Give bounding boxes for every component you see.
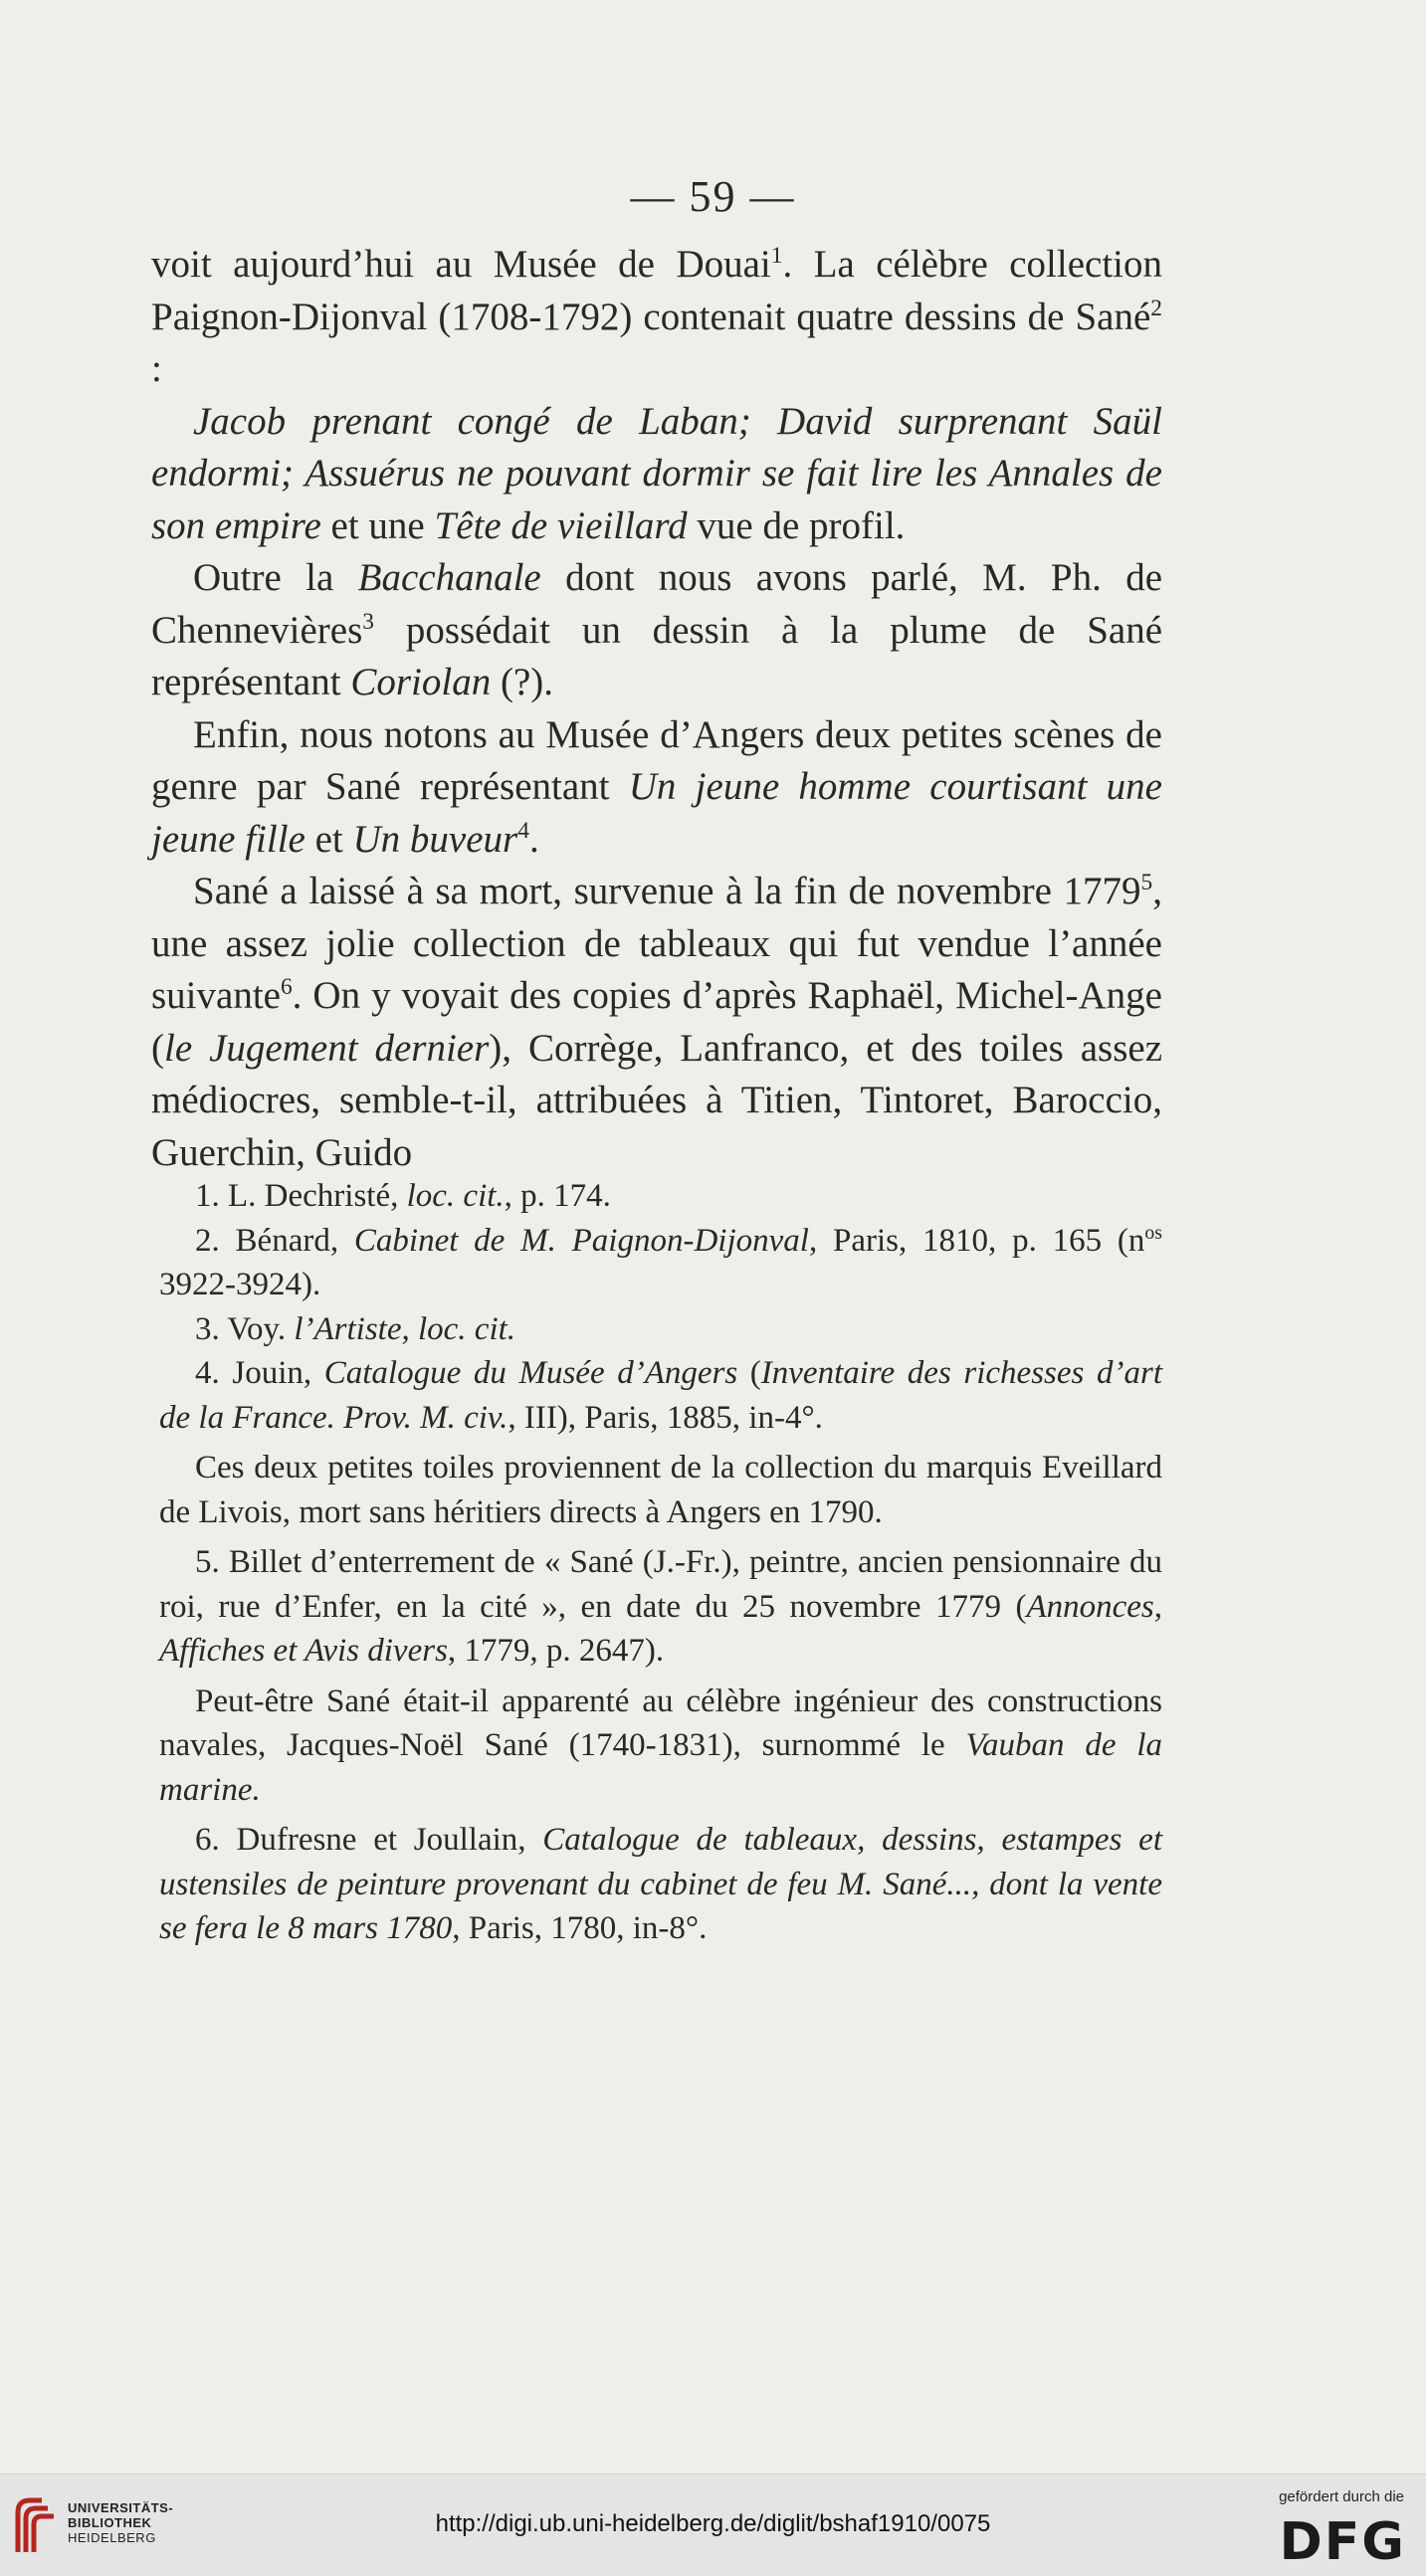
footnote-ref[interactable]: 5 [1140, 870, 1153, 895]
text-run: 6. Dufresne et Joullain, [195, 1822, 543, 1858]
italic-title: Vauban de la marine. [159, 1727, 1162, 1808]
main-text [151, 239, 1162, 1179]
text-run: Sané a laissé à sa mort, survenue à la fin de novembre 1779 [193, 870, 1141, 912]
italic-title: loc. cit. [406, 1178, 505, 1214]
text-run: 4. Jouin, [195, 1355, 324, 1391]
text-run: (?). [491, 661, 553, 703]
italic-title: Catalogue de tableaux, dessins, estampes et ustensiles de peinture provenant du cabinet de feu M. Sané..., dont la vente se fera le 8 mars 1780 [159, 1822, 1162, 1946]
paragraph-1 [151, 239, 1162, 396]
text-run: 3922-3924). [159, 1267, 321, 1302]
text-run: Outre la [193, 556, 358, 599]
text-run: . On y voyait des copies d’après Raphaël, Michel-Ange ( [151, 974, 1162, 1070]
text-run: et [305, 817, 353, 861]
text-run: Enfin, nous notons au Musée d’Angers deux petites scènes de genre par Sané représentant [151, 712, 1162, 808]
superscript: os [1144, 1221, 1162, 1244]
italic-title: Inventaire des richesses d’art de la France. Prov. M. civ. [159, 1355, 1162, 1436]
italic-title: le Jugement dernier [164, 1026, 490, 1070]
text-run: : [151, 347, 162, 390]
logo-line: HEIDELBERG [68, 2530, 156, 2545]
logo-line: UNIVERSITÄTS- [68, 2500, 174, 2515]
text-run: ( [737, 1355, 761, 1391]
paragraph-4 [151, 709, 1162, 867]
text-run: , p. 174. [504, 1178, 611, 1214]
italic-title: Annonces, Affiches et Avis divers [159, 1588, 1162, 1669]
footnote-2 [159, 1219, 1162, 1307]
text-run: . La célèbre collection Paignon-Dijonval (1708-1792) contenait quatre dessins de Sané [151, 243, 1163, 338]
text-run: vue de profil. [687, 503, 906, 547]
text-run: , III), Paris, 1885, in-4°. [508, 1399, 823, 1436]
viewer-footer-bar [0, 2474, 1426, 2576]
footnote-5 [159, 1540, 1162, 1674]
text-run: possédait un dessin à la plume de Sané représentant [151, 608, 1162, 703]
italic-title: Cabinet de M. Paignon-Dijonval [353, 1222, 809, 1259]
footnote-6 [159, 1818, 1162, 1951]
italic-title: Un jeune homme courtisant une jeune fille [151, 765, 1162, 861]
text-run: et une [320, 503, 435, 547]
italic-title: l’Artiste, loc. cit. [294, 1310, 516, 1347]
footnote-ref[interactable]: 1 [770, 243, 783, 269]
text-run: voit aujourd’hui au Musée de Douai [151, 243, 771, 286]
footnote-ref[interactable]: 4 [517, 817, 529, 844]
italic-title: Coriolan [350, 661, 492, 703]
footnote-4-note: Ces deux petites toiles proviennent de la collection du marquis Eveillard de Livois, mort sans héritiers directs à Angers en 1790. [159, 1450, 1162, 1530]
footnote-5-note [159, 1680, 1162, 1813]
text-run: 2. Bénard, [195, 1222, 354, 1259]
dfg-logo[interactable]: DFG [1279, 2512, 1406, 2572]
page-number: — 59 — [630, 172, 796, 221]
text-run: , 1779, p. 2647). [447, 1633, 665, 1669]
text-run: 1. L. Dechristé, [195, 1178, 407, 1214]
text-run: dont nous avons parlé, M. Ph. de Chennevières [151, 556, 1162, 652]
footnote-3 [159, 1307, 1162, 1352]
italic-title: Tête de vieillard [434, 503, 688, 547]
paragraph-3 [151, 552, 1162, 709]
text-run: . [528, 817, 539, 861]
paragraph-5 [151, 866, 1162, 1179]
italic-title: Un buveur [352, 817, 518, 861]
footnote-ref[interactable]: 3 [362, 608, 374, 635]
text-run: , Paris, 1780, in-8°. [452, 1910, 708, 1946]
footnotes [159, 1174, 1162, 1951]
italic-title: Jacob prenant congé de Laban; David surprenant Saül endormi; Assuérus ne pouvant dormir se fait lire les Annales de son empire [151, 399, 1162, 547]
italic-title: Bacchanale [357, 556, 541, 599]
footnote-ref[interactable]: 2 [1150, 295, 1162, 321]
footnote-1 [159, 1174, 1162, 1219]
text-run: Peut-être Sané était-il apparenté au célèbre ingénieur des constructions navales, Jacques-Noël Sané (1740-1831), surnommé le [159, 1683, 1162, 1763]
footnote-ref[interactable]: 6 [280, 974, 293, 1000]
text-run: 5. Billet d’enterrement de « Sané (J.-Fr.), peintre, ancien pensionnaire du roi, rue d’Enfer, en la cité », en date du 25 novembre 1779 ( [159, 1544, 1162, 1625]
text-run: , Paris, 1810, p. 165 (n [808, 1222, 1145, 1259]
paragraph-2 [151, 396, 1162, 553]
footnote-4 [159, 1351, 1162, 1440]
italic-title: Catalogue du Musée d’Angers [323, 1355, 738, 1391]
text-run: , une assez jolie collection de tableaux qui fut vendue l’année suivante [151, 870, 1162, 1017]
sponsor-caption: gefördert durch die [1279, 2488, 1404, 2505]
logo-line: BIBLIOTHEK [68, 2515, 152, 2530]
text-run: ), Corrège, Lanfranco, et des toiles assez médiocres, semble-t-il, attribuées à Titien, Tintoret, Baroccio, Guerchin, Guido [151, 1026, 1162, 1174]
permalink-url[interactable]: http://digi.ub.uni-heidelberg.de/diglit/bshaf1910/0075 [435, 2510, 991, 2537]
text-run: 3. Voy. [195, 1310, 295, 1347]
